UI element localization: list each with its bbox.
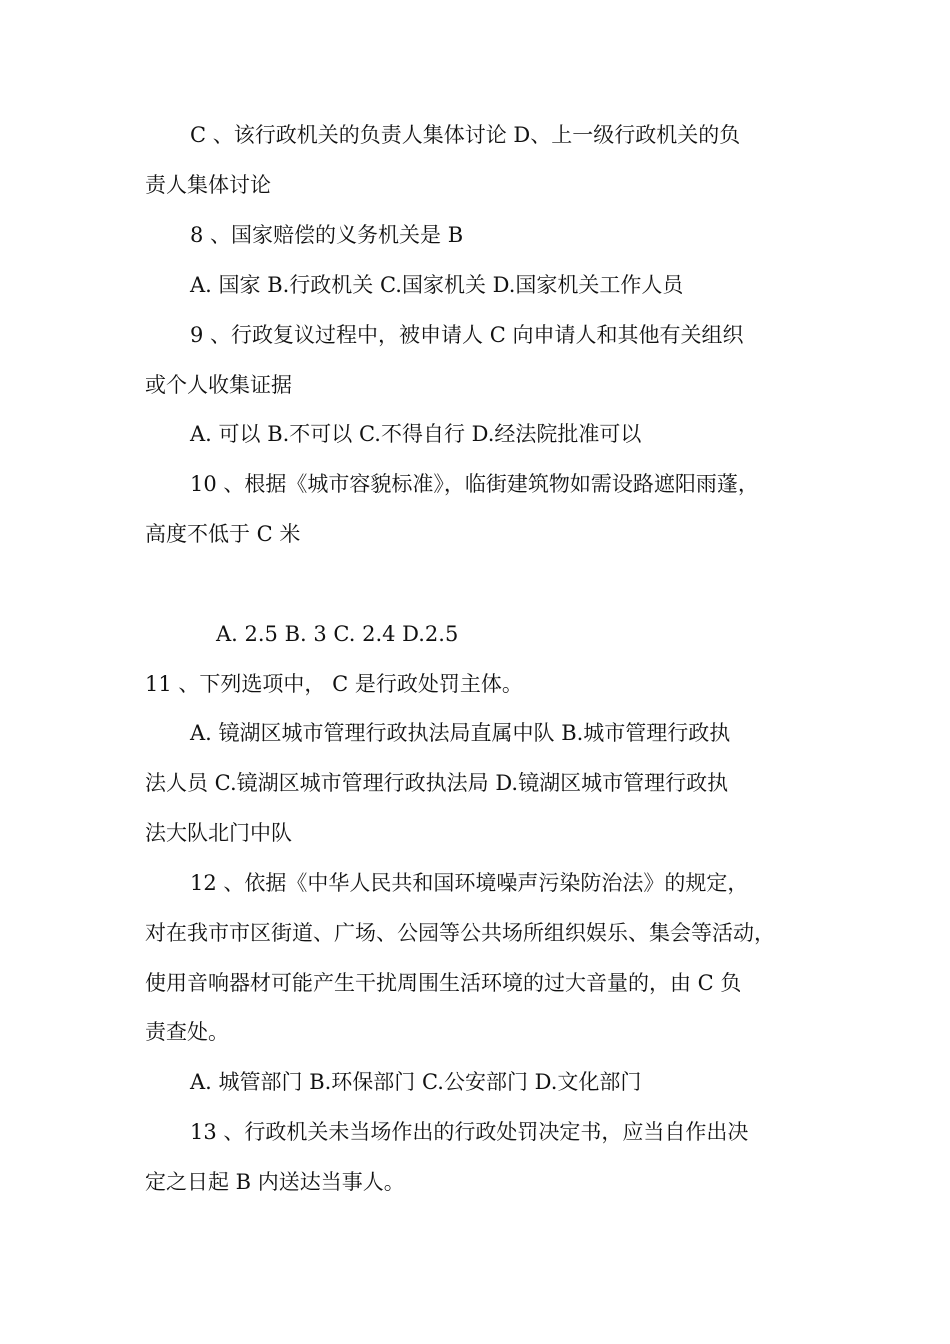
text-line: C 、该行政机关的负责人集体讨论 D、上一级行政机关的负 <box>190 123 741 147</box>
question-10: 10 、根据《城市容貌标准》，临街建筑物如需设路遮阳雨蓬， <box>190 472 759 496</box>
text-line: 或个人收集证据 <box>145 373 292 397</box>
question-11: 11 、下列选项中， C 是行政处罚主体。 <box>145 672 523 696</box>
options-10: A. 2.5 B. 3 C. 2.4 D.2.5 <box>216 622 459 646</box>
options-12: A. 城管部门 B.环保部门 C.公安部门 D.文化部门 <box>190 1070 642 1094</box>
text-line: 责人集体讨论 <box>145 173 271 197</box>
text-line: 法人员 C.镜湖区城市管理行政执法局 D.镜湖区城市管理行政执 <box>145 771 729 795</box>
question-9: 9 、行政复议过程中，被申请人 C 向申请人和其他有关组织 <box>190 323 744 347</box>
text-line: 定之日起 B 内送达当事人。 <box>145 1170 405 1194</box>
text-line: 责查处。 <box>145 1020 229 1044</box>
text-line: 对在我市市区街道、广场、公园等公共场所组织娱乐、集会等活动， <box>145 921 775 945</box>
question-12: 12 、依据《中华人民共和国环境噪声污染防治法》的规定， <box>190 871 749 895</box>
question-8: 8 、国家赔偿的义务机关是 B <box>190 223 464 247</box>
options-9: A. 可以 B.不可以 C.不得自行 D.经法院批准可以 <box>190 422 642 446</box>
options-11: A. 镜湖区城市管理行政执法局直属中队 B.城市管理行政执 <box>190 721 731 745</box>
text-line: 高度不低于 C 米 <box>145 522 301 546</box>
options-8: A. 国家 B.行政机关 C.国家机关 D.国家机关工作人员 <box>190 273 684 297</box>
text-line: 法大队北门中队 <box>145 821 292 845</box>
text-line: 使用音响器材可能产生干扰周围生活环境的过大音量的，由 C 负 <box>145 971 742 995</box>
question-13: 13 、行政机关未当场作出的行政处罚决定书，应当自作出决 <box>190 1120 749 1144</box>
